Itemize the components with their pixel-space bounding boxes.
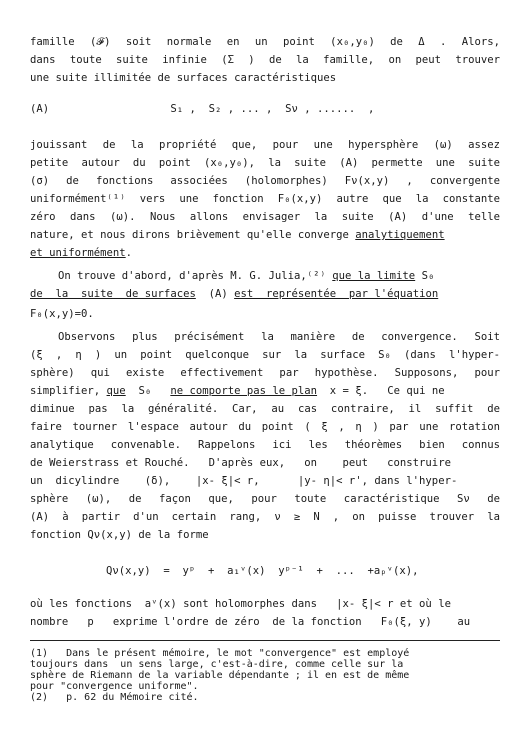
text-line: de Weierstrass et Rouché. D'après eux, on peut construire	[30, 457, 451, 469]
text-line: zéro dans (ω). Nous allons envisager la suite (A) d'une telle	[30, 211, 500, 223]
underlined-term: et uniformément	[30, 247, 126, 259]
footnote-rule	[30, 640, 500, 641]
underlined-term: de la suite de surfaces	[30, 288, 196, 300]
underlined-term: ne comporte pas le plan	[170, 385, 318, 397]
text-line: une suite illimitée de surfaces caractéristiques	[30, 72, 337, 84]
text-line: (σ) de fonctions associées (holomorphes) Fν(x,y) , convergente	[30, 175, 500, 187]
text-line: faire tourner l'espace autour du point ( ξ , η ) par une rotation	[30, 421, 500, 433]
text-line: où les fonctions aᵛ(x) sont holomorphes dans |x- ξ|< r et où le	[30, 598, 451, 610]
text-fragment: (A)	[195, 288, 235, 300]
footnote-line: pour "convergence uniforme".	[30, 681, 199, 692]
text-fragment: S₀	[415, 270, 435, 282]
underlined-term: que	[106, 385, 126, 397]
sequence-line: (A) S₁ , S₂ , ... , Sν , ...... ,	[30, 103, 375, 115]
text-fragment: .	[125, 247, 133, 259]
text-fragment: nature, et nous dirons brièvement qu'elle converge	[30, 229, 356, 241]
text-line: diminue pas la généralité. Car, au cas contraire, il suffit de	[30, 403, 500, 415]
footnote-line: (2) p. 62 du Mémoire cité.	[30, 692, 199, 703]
text-line: petite autour du point (x₀,y₀), la suite (A) permette une suite	[30, 157, 500, 169]
footnote-line: toujours dans un sens large, c'est-à-dire, comme celle sur la	[30, 659, 404, 670]
footnote-line: sphère de Riemann de la variable dépendante ; il en est de même	[30, 670, 410, 681]
text-line: nombre p exprime l'ordre de zéro de la fonction F₀(ξ, y) au	[30, 616, 471, 628]
text-line	[30, 247, 500, 260]
text-line: (ξ , η ) un point quelconque sur la surface S₀ (dans l'hyper-	[30, 349, 500, 361]
underlined-term: analytiquement	[355, 229, 445, 241]
text-line: jouissant de la propriété que, pour une hypersphère (ω) assez	[30, 139, 500, 151]
underlined-term: que la limite	[332, 270, 416, 282]
footnote-line: (1) Dans le présent mémoire, le mot "convergence" est employé	[30, 648, 410, 659]
text-line: sphère (ω), de façon que, pour toute caractéristique Sν de	[30, 493, 500, 505]
text-line	[30, 385, 500, 398]
text-line	[30, 229, 500, 242]
text-line	[30, 288, 500, 301]
display-equation: Qν(x,y) = yᵖ + a₁ᵛ(x) yᵖ⁻¹ + ... +aₚᵛ(x),	[106, 565, 419, 577]
text-fragment: simplifier,	[30, 385, 107, 397]
text-line: analytique convenable. Rappelons ici les théorèmes bien connus	[30, 439, 500, 451]
text-fragment: On trouve d'abord, d'après M. G. Julia,⁽²⁾	[58, 270, 333, 282]
text-line: fonction Qν(x,y) de la forme	[30, 529, 209, 541]
text-line: dans toute suite infinie (Σ ) de la famille, on peut trouver	[30, 54, 500, 66]
text-line: uniformément⁽¹⁾ vers une fonction F₀(x,y) autre que la constante	[30, 193, 500, 205]
text-line: (A) à partir d'un certain rang, ν ≥ N , on puisse trouver la	[30, 511, 500, 523]
text-line: sphère) qui existe effectivement par hypothèse. Supposons, pour	[30, 367, 500, 379]
text-line: F₀(x,y)=0.	[30, 308, 94, 320]
text-line: un dicylindre (δ), |x- ξ|< r, |y- η|< r', dans l'hyper-	[30, 475, 458, 487]
underlined-term: est représentée par l'équation	[234, 288, 439, 300]
text-line	[58, 270, 500, 283]
text-line: Observons plus précisément la manière de convergence. Soit	[58, 331, 500, 343]
text-line: famille (𝓕) soit normale en un point (x₀,y₀) de Δ . Alors,	[30, 36, 500, 48]
text-fragment: x = ξ. Ce qui ne	[317, 385, 445, 397]
text-fragment: S₀	[125, 385, 171, 397]
